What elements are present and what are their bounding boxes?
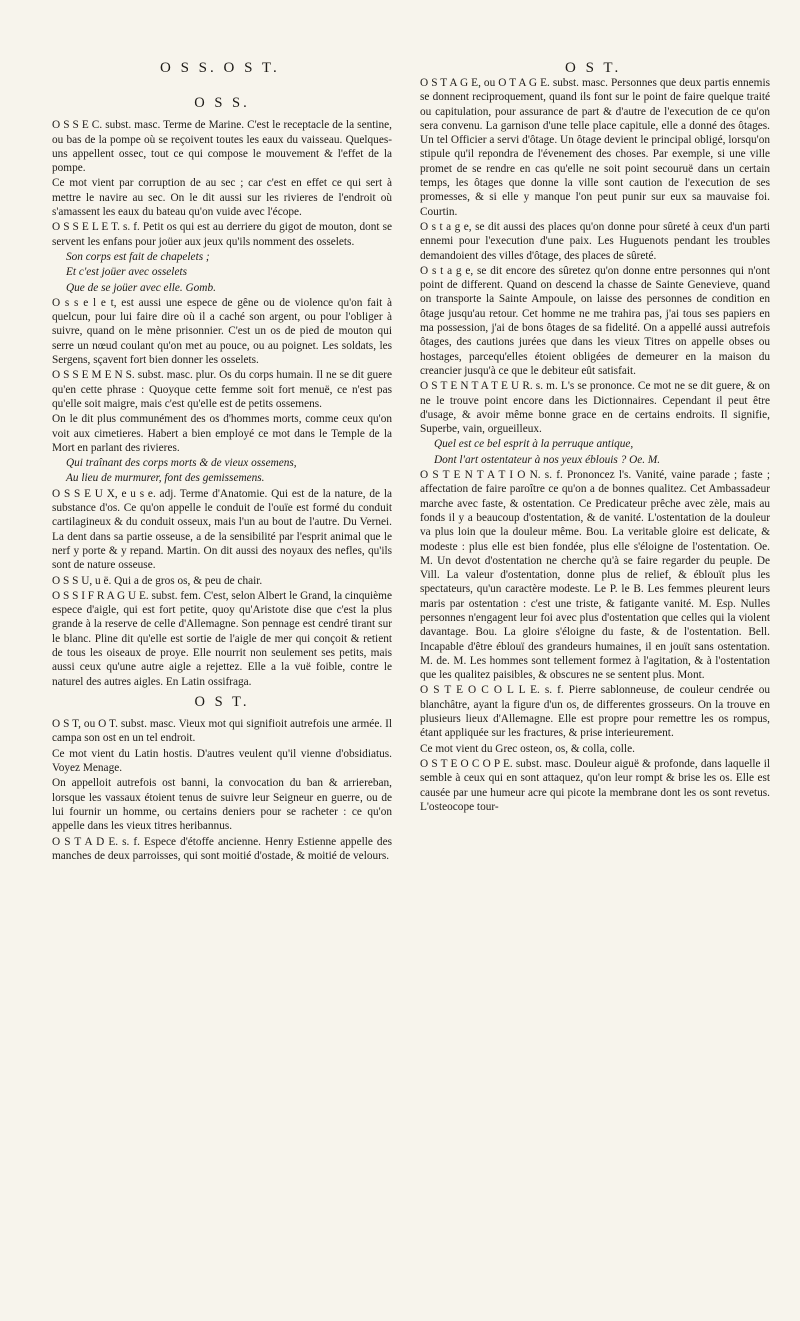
entry-ossec: O S S E C. subst. masc. Terme de Marine. C'est le receptacle de la sentine, ou bas de la pompe où se reçoivent toutes les eaux du vaisseau. Quelques-uns appellent ossec, tout ce qui compose le mouvement & l'effet de la pompe. bbox=[52, 119, 392, 175]
entry-ostage-2: O s t a g e, se dit aussi des places qu'on donne pour sûreté à ceux d'un parti ennemi pour l'execution d'une paix. Les Huguenots pendant les troubles demandoient des villes d'ôtage, des places de sûreté. bbox=[420, 220, 770, 262]
entry-ossifrague: O S S I F R A G U E. subst. fem. C'est, selon Albert le Grand, la cinquième espece d'aigle, qui est fort petite, quoy qu'Aristote dise que c'est la plus grande à la reserve de celle d'Allemagne. Son pennage est cendré tirant sur le blanc. Pline dit qu'elle est sortie de l'aigle de mer qui conçoit & retient de tous les oiseaux de proye. Elle nourrit non seulement ses petits, mais aussi ceux qu'une autre aigle a rejettez. Elle a la vuë foible, contre le naturel des autres aigles. En Latin ossifraga. bbox=[52, 589, 392, 688]
verse-line: Dont l'art ostentateur à nos yeux éblouis ? Oe. M. bbox=[434, 453, 661, 466]
entry-ost-etym: Ce mot vient du Latin hostis. D'autres veulent qu'il vienne d'obsidiatus. Voyez Menage. bbox=[52, 747, 392, 775]
verse-line: Son corps est fait de chapelets ; bbox=[66, 250, 210, 263]
verse-line: Au lieu de murmurer, font des gemissemens. bbox=[66, 472, 265, 485]
verse-line: Que de se joüer avec elle. Gomb. bbox=[66, 281, 216, 294]
entry-osteocope: O S T E O C O P E. subst. masc. Douleur aiguë & profonde, dans laquelle il semble à ceux qui en sont attaquez, qu'on leur rompt & brise les os. Elle est causée par une humeur acre qui picote la membrane dont les os sont revetus. L'osteocope tour- bbox=[420, 757, 770, 813]
entry-ostage-3: O s t a g e, se dit encore des sûretez qu'on donne entre personnes qui n'ont point de different. Quand on descend la chasse de Sainte Genevieve, quand on transporte la Sainte Ampoule, on laisse des personnes de condition en ôtage jusqu'au retour. Cet homme ne me trahira pas, j'ai tous ses papiers en ma possession, j'ai de bons ôtages de sa fidelité. On a appellé aussi autrefois ôtages, des cautions jurées que dans les vieux Titres on appelle obses ou hostages, parcequ'elles étoient obligées de demeurer en la maison du creancier jusqu'à ce que le debiteur eût satisfait. bbox=[420, 264, 770, 377]
entry-ossu: O S S U, u ë. Qui a de gros os, & peu de chair. bbox=[52, 574, 263, 587]
left-column bbox=[52, 90, 392, 864]
entry-osteocolle: O S T E O C O L L E. s. f. Pierre sablonneuse, de couleur cendrée ou blanchâtre, ayant la figure d'un os, de differentes grosseurs. On la trouve en plusieurs lieux d'Allemagne. Elle est propre pour remettre les os rompus, étant appliquée sur les fractures, & prise interieurement. bbox=[420, 684, 770, 740]
entry-ossemens-note: On le dit plus communément des os d'hommes morts, comme ceux qu'on voit aux cimetieres. Habert a bien employé ce mot dans le Temple de la Mort en parlant des rivieres. bbox=[52, 413, 392, 454]
running-head-left: O S S. O S T. bbox=[160, 60, 280, 76]
entry-osselet: O S S E L E T. s. f. Petit os qui est au derriere du gigot de mouton, dont se servent les enfans pour joüer aux jeux qu'ils nomment des osselets. bbox=[52, 221, 392, 248]
section-heading-ost: O S T. bbox=[194, 693, 250, 710]
entry-ostentation: O S T E N T A T I O N. s. f. Prononcez l's. Vanité, vaine parade ; faste ; affectation de faire paroître ce qu'on a de bonnes qualitez. Cet Ambassadeur marche avec faste, & ostentation. Ce Predicateur prêche avec zèle, mais au fonds il y a beaucoup d'ostentation, & de vanité. L'ostentation de la douleur va plus loin que la douleur même. Bou. La veritable gloire est delicate, & modeste : plus elle est bien fondée, plus elle s'éloigne de l'ostentation. Oe. M. Un devot d'ostentation ne cherche qu'à se faire regarder du peuple. De Vill. La valeur d'ostentation, donne plus de relief, & éblouït plus les spectateurs, qu'un caractère modeste. Le P. le B. Les femmes pleurent leurs maris par ostentation : c'est une triste, & fatigante vanité. M. Esp. Nulles personnes n'engagent leur foi avec plus d'ostentation que celles qui la violent davantage. Bou. La gloire s'éloigne du faste, & de l'ostentation. Bell. Incapable d'être éblouï des grandeurs humaines, il en jouït sans ostentation. M. de. M. Les hommes sont tellement formez à l'agitation, & à l'ostentation que les qualitez paisibles, & obscures ne se sentent plus. Mont. bbox=[420, 469, 770, 682]
entry-ossemens: O S S E M E N S. subst. masc. plur. Os du corps humain. Il ne se dit guere qu'en cette phrase : Quoyque cette femme soit fort menuë, ce n'est pas qu'elle soit maigre, mais c'est qu'elle est de petits ossemens. bbox=[52, 369, 392, 410]
entry-ossec-note: Ce mot vient par corruption de au sec ; car c'est en effet ce qui sert à mettre le navire au sec. On le dit aussi sur les rivieres de l'endroit où s'amassent les eaux du bateau qu'on vuide avec l'écope. bbox=[52, 177, 392, 219]
entry-ost: O S T, ou O T. subst. masc. Vieux mot qui signifioit autrefois une armée. Il campa son ost en un tel endroit. bbox=[52, 718, 392, 745]
running-head-right: O S T. bbox=[565, 60, 622, 76]
entry-ostentateur: O S T E N T A T E U R. s. m. L's se prononce. Ce mot ne se dit guere, & on ne le trouve point encore dans les Dictionnaires. Cependant il peut être d'usage, & avoir même bonne grace en de certains endroits. Il signifie, Superbe, vain, orgueilleux. bbox=[420, 380, 770, 436]
verse-line: Qui traînant des corps morts & de vieux ossemens, bbox=[66, 457, 297, 470]
entry-osteocolle-etym: Ce mot vient du Grec osteon, os, & colla, colle. bbox=[420, 742, 635, 755]
section-heading-oss: O S S. bbox=[194, 95, 250, 111]
entry-ostade: O S T A D E. s. f. Espece d'étoffe ancienne. Henry Estienne appelle des manches de deux parroisses, qui sont moitié d'ostade, & moitié de velours. bbox=[52, 835, 392, 862]
entry-ost-banni: On appelloit autrefois ost banni, la convocation du ban & arriereban, lorsque les vassaux étoient tenus de suivre leur Seigneur en guerre, ou de lui fournir un homme, ou certains deniers pour se racheter : ce qu'on appelle dans les vieux titres heribannus. bbox=[52, 777, 392, 833]
entry-ostage: O S T A G E, ou O T A G E. subst. masc. Personnes que deux partis ennemis se donnent reciproquement, quand ils font sur le point de faire quelque traité ou capitulation, pour assurance de part & d'autre de l'execution de ce qu'on sera convenu. La garnison d'une telle place capitule, elle a donné des ôtages. Un tel Officier a servi d'ôtage. Un ôtage devient le principal obligé, lorsqu'on stipule qu'il repondra de l'évenement des choses. Par exemple, si une ville promet de se rendre en cas qu'elle ne soit point secouruë dans un certain temps, les ôtages que donne la ville sont caution de l'execution de ses promesses, & si elle y manque l'on peut punir sur eux sa mauvaise foi. Courtin. bbox=[420, 77, 770, 218]
verse-line: Et c'est joüer avec osselets bbox=[66, 266, 187, 279]
right-column bbox=[420, 76, 770, 815]
verse-line: Quel est ce bel esprit à la perruque antique, bbox=[434, 438, 634, 451]
entry-osselet-2: O s s e l e t, est aussi une espece de gêne ou de violence qu'on fait à quelcun, pour lui faire dire où il a caché son argent, ou pour l'obliger à suivre, quand on le mène prisonnier. C'est un os de pied de mouton qui serre un nœud coulant qu'on met au pouce, ou au poignet. Les soldats, les Sergens, sçavent fort bien donner les osselets. bbox=[52, 296, 392, 367]
entry-osseux: O S S E U X, e u s e. adj. Terme d'Anatomie. Qui est de la nature, de la substance d'os. Ce qu'on appelle le conduit de l'ouïe est formé du conduit cartilagineux & du conduit osseux, mais l'un au bout de l'autre. Du Vernei. La dent dans sa partie osseuse, a de la sensibilité par l'esprit animal que le nerf y porte & y repand. Martin. On dit aussi des noyaux des nefles, qu'ils sont de nature osseuse. bbox=[52, 487, 392, 572]
